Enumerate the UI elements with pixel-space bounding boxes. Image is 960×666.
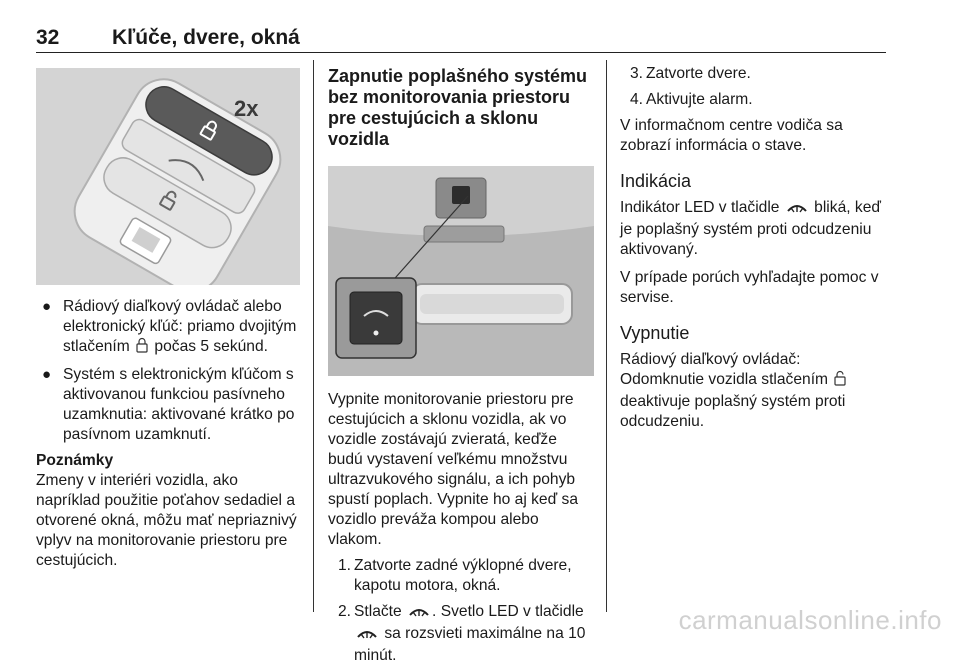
column-right	[620, 60, 888, 432]
key-fob-illustration	[36, 68, 300, 285]
watermark: carmanualsonline.info	[678, 605, 942, 635]
lock-icon	[136, 337, 148, 359]
off-heading: Vypnutie	[620, 323, 690, 343]
note-text: Zmeny v interiéri vozidla, ako napríklad použitie poťahov sedadiel a otvorené okná, môžu mať nepriaznivý vplyv na monitorovanie priestoru pre cestujúcich.	[36, 472, 297, 569]
page-title: Kľúče, dvere, okná	[112, 26, 300, 49]
body-paragraph: Vypnite monitorovanie priestoru pre cestujúcich a sklonu vozidla, ak vo vozidle zostávajú zvieratá, keďže budú vystavení veľkému množstvu ultrazvukového signálu, a ich pohyb spustí poplach. Vypnite ho aj keď sa vozidlo preváža kompou alebo vlakom.	[328, 391, 578, 548]
section-heading: Zapnutie poplašného systému bez monitorovania priestoru pre cestujúcich a sklonu vozidla	[328, 66, 588, 149]
note-heading: Poznámky	[36, 452, 114, 469]
column-divider	[606, 60, 607, 612]
off-line: Rádiový diaľkový ovládač:	[620, 351, 801, 368]
column-divider	[313, 60, 314, 612]
bullet-item: ● Rádiový diaľkový ovládač alebo elektronický kľúč: priamo dvojitým stlačením počas 5 sekúnd.	[36, 297, 302, 359]
off-text: Odomknutie vozidla stlačením deaktivuje poplašný systém proti odcudzeniu.	[620, 371, 846, 430]
step-item: 1. Zatvorte zadné výklopné dvere, kapotu motora, okná.	[338, 557, 572, 594]
alarm-car-icon	[408, 604, 430, 624]
page-number: 32	[36, 26, 60, 49]
press-count-label: 2x	[234, 96, 259, 121]
alarm-car-icon	[356, 626, 378, 646]
service-text: V prípade porúch vyhľadajte pomoc v servise.	[620, 269, 879, 306]
step-item: 4. Aktivujte alarm.	[630, 91, 753, 108]
unlock-icon	[834, 370, 846, 392]
column-left	[36, 60, 302, 571]
indication-heading: Indikácia	[620, 171, 692, 191]
column-middle	[328, 60, 594, 666]
bullet-item: ● Systém s elektronickým kľúčom s aktivovanou funkciou pasívneho uzamknutia: aktivované krátko po pasívnom uzamknutí.	[42, 366, 295, 443]
indication-text: Indikátor LED v tlačidle bliká, keď je poplašný systém proti odcudzeniu aktivovaný.	[620, 199, 881, 258]
step-item: 3. Zatvorte dvere.	[630, 65, 751, 82]
info-text: V informačnom centre vodiča sa zobrazí informácia o stave.	[620, 117, 843, 154]
page-header	[36, 22, 886, 53]
alarm-car-icon	[786, 200, 808, 220]
roof-console-illustration	[328, 166, 594, 376]
step-item: 2. Stlačte . Svetlo LED v tlačidle sa rozsvieti maximálne na 10 minút.	[338, 603, 586, 664]
